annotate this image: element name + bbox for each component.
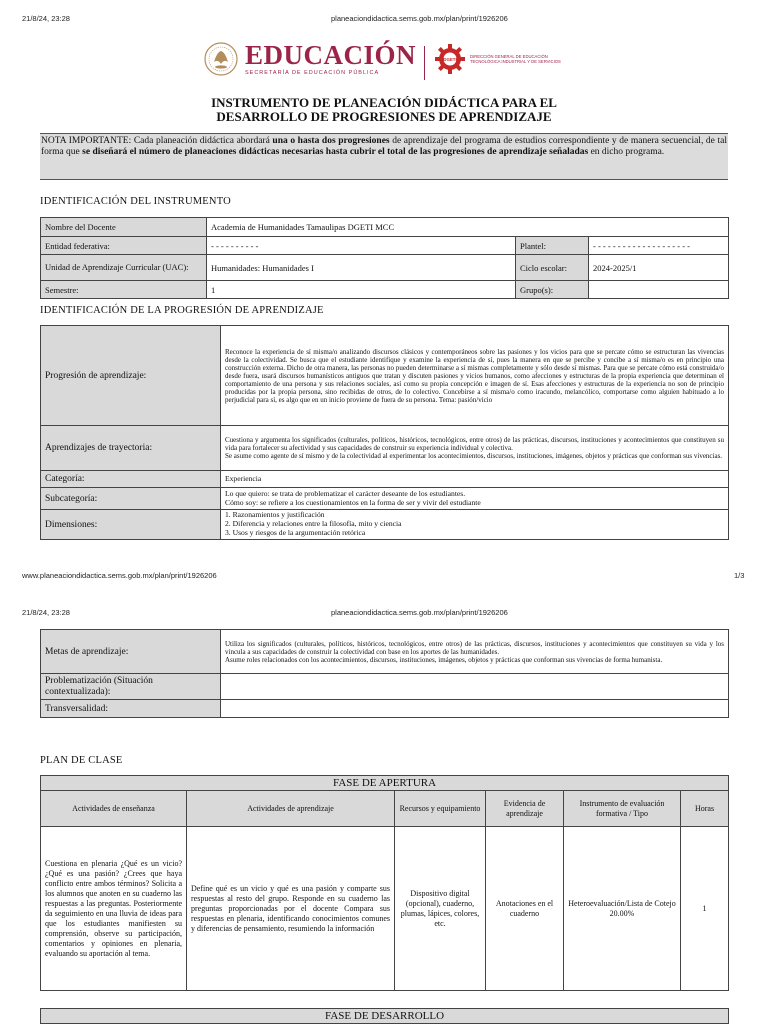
semestre-label: Semestre:: [41, 281, 207, 299]
categoria-value: Experiencia: [221, 471, 729, 488]
col-horas-header: Horas: [681, 791, 729, 827]
plan-desarrollo-table: [40, 1008, 729, 1024]
uac-value: Humanidades: Humanidades I: [207, 255, 516, 281]
title-line-1: INSTRUMENTO DE PLANEACIÓN DIDÁCTICA PARA EL: [211, 95, 557, 110]
apertura-aprendizaje-cell: Define qué es un vicio y qué es una pasión y comparte sus respuestas al resto del grupo. Responde en su cuaderno las preguntas proporcionadas por el docente Compara sus respuestas en plenaria, identificando conocimientos comunes y diferencias de pensamiento, resumiendo la información: [187, 827, 395, 991]
sep-subtitle: SECRETARÍA DE EDUCACIÓN PÚBLICA: [245, 70, 380, 76]
apertura-horas-cell: 1: [681, 827, 729, 991]
uac-label: Unidad de Aprendizaje Curricular (UAC):: [41, 255, 207, 281]
progresion-label: Progresión de aprendizaje:: [41, 326, 221, 426]
section-identificacion-title: IDENTIFICACIÓN DEL INSTRUMENTO: [40, 196, 231, 207]
entidad-label: Entidad federativa:: [41, 237, 207, 255]
identificacion-table: [40, 217, 729, 299]
problematizacion-value: [221, 674, 729, 700]
metas-text-2: Asume roles relacionados con los acontecimientos, discursos, instituciones, imágenes, objetos y prácticas que conforman sus vivencias de forma humanista.: [225, 655, 663, 664]
plantel-value: - - - - - - - - - - - - - - - - - - - -: [589, 237, 729, 255]
print-url-page2: planeaciondidactica.sems.gob.mx/plan/print/1926206: [331, 608, 508, 617]
trayectoria-value: [221, 426, 729, 471]
print-url: planeaciondidactica.sems.gob.mx/plan/print/1926206: [331, 14, 508, 23]
page-footer-url: www.planeaciondidactica.sems.gob.mx/plan/print/1926206: [22, 571, 217, 580]
col-instrumento-header: Instrumento de evaluación formativa / Tipo: [564, 791, 681, 827]
entidad-value: - - - - - - - - - -: [207, 237, 516, 255]
trayectoria-label: Aprendizajes de trayectoria:: [41, 426, 221, 471]
docente-label: Nombre del Docente: [41, 218, 207, 237]
note-text-1: : Cada planeación didáctica abordará: [128, 136, 273, 146]
document-title: [0, 96, 768, 124]
dimensiones-value: [221, 510, 729, 540]
dimension-item: 3. Usos y riesgos de la argumentación retórica: [225, 527, 366, 537]
apertura-instrumento-cell: Heteroevaluación/Lista de Cotejo 20.00%: [564, 827, 681, 991]
apertura-ensenanza-cell: Cuestiona en plenaria ¿Qué es un vicio? ¿Qué es una pasión? ¿Crees que haya conflicto entre ambos términos? Solicita a los alumnos que anoten en su cuaderno las respuestas a las preguntas. Posteriormente da seguimiento en una lluvia de ideas para que los estudiantes manifiesten su comprensión, observe su participación, comentarios y opiniones en plenaria, evaluando su aportación al tema.: [41, 827, 187, 991]
sep-logo: [203, 40, 416, 78]
fase-apertura-header: FASE DE APERTURA: [41, 776, 729, 791]
plantel-label: Plantel:: [516, 237, 589, 255]
note-text-3: en dicho programa.: [588, 147, 665, 157]
title-line-2: DESARROLLO DE PROGRESIONES DE APRENDIZAJE: [216, 109, 552, 124]
educacion-wordmark: EDUCACIÓN: [245, 40, 417, 70]
page-number: 1/3: [734, 571, 745, 580]
subcategoria-label: Subcategoría:: [41, 488, 221, 510]
fase-desarrollo-header: FASE DE DESARROLLO: [41, 1009, 729, 1024]
gear-icon: [434, 43, 466, 75]
trayectoria-text-1: Cuestiona y argumenta los significados (culturales, políticos, históricos, tecnológicos, entre otros) de las prácticas, discursos, instituciones y acontecimientos que constituyen su vida para fortalecer su afectividad y sus capacidades de construir su experiencia individual y colectiva.: [225, 436, 724, 452]
subcategoria-text-1: Lo que quiero: se trata de problematizar el carácter deseante de los estudiantes.: [225, 488, 466, 498]
semestre-value: 1: [207, 281, 516, 299]
dgeti-name: DIRECCIÓN GENERAL DE EDUCACIÓN TECNOLÓGICA INDUSTRIAL Y DE SERVICIOS: [470, 54, 561, 64]
col-aprendizaje-header: Actividades de aprendizaje: [187, 791, 395, 827]
progresion-table-continued: [40, 629, 729, 718]
apertura-evidencia-cell: Anotaciones en el cuaderno: [486, 827, 564, 991]
col-evidencia-header: Evidencia de aprendizaje: [486, 791, 564, 827]
note-bold-1: una o hasta dos progresiones: [272, 136, 390, 146]
grupo-value: [589, 281, 729, 299]
note-label: NOTA IMPORTANTE: [41, 136, 129, 146]
section-plan-title: PLAN DE CLASE: [40, 755, 123, 766]
metas-text-1: Utiliza los significados (culturales, políticos, históricos, tecnológicos, entre otros) de las prácticas, discursos, instituciones y acontecimientos que constituyen su vida y los vincula a sus capacidades de construir la colectividad con base en los aportes de las humanidades.: [225, 639, 724, 656]
subcategoria-text-2: Cómo soy: se refiere a los cuestionamientos en la forma de ser y vivir del estudiante: [225, 497, 481, 507]
col-ensenanza-header: Actividades de enseñanza: [41, 791, 187, 827]
ciclo-label: Ciclo escolar:: [516, 255, 589, 281]
plan-apertura-table: [40, 775, 729, 991]
important-note: [40, 133, 728, 180]
dimension-item: 2. Diferencia y relaciones entre la filosofía, mito y ciencia: [225, 519, 402, 529]
logo-divider: [424, 46, 425, 80]
ciclo-value: 2024-2025/1: [589, 255, 729, 281]
dimensiones-label: Dimensiones:: [41, 510, 221, 540]
transversalidad-value: [221, 700, 729, 718]
grupo-label: Grupo(s):: [516, 281, 589, 299]
table-row: [41, 827, 729, 991]
categoria-label: Categoría:: [41, 471, 221, 488]
dgeti-logo: [434, 43, 570, 75]
problematizacion-label: Problematización (Situación contextualizada):: [41, 674, 221, 700]
metas-label: Metas de aprendizaje:: [41, 630, 221, 674]
transversalidad-label: Transversalidad:: [41, 700, 221, 718]
apertura-recursos-cell: Dispositivo digital (opcional), cuaderno, plumas, lápices, colores, etc.: [395, 827, 486, 991]
dgeti-badge-text: DGETI: [443, 56, 457, 62]
trayectoria-text-2: Se asume como agente de sí mismo y de la colectividad al experimentar los acontecimientos, discursos, instituciones, imágenes, objetos y prácticas que conforman sus vivencias.: [225, 452, 723, 460]
metas-value: [221, 630, 729, 674]
note-bold-2: se diseñará el número de planeaciones didácticas necesarias hasta cubrir el total de las progresiones de aprendizaje señaladas: [82, 147, 589, 157]
dimension-item: 1. Razonamientos y justificación: [225, 510, 325, 520]
docente-value: Academia de Humanidades Tamaulipas DGETI MCC: [207, 218, 729, 237]
print-date: 21/8/24, 23:28: [22, 14, 70, 23]
subcategoria-value: [221, 488, 729, 510]
eagle-emblem-icon: [203, 40, 239, 78]
progresion-table: [40, 325, 729, 540]
progresion-value: Reconoce la experiencia de sí misma/o analizando discursos clásicos y contemporáneos sobre las pasiones y los vicios para que se percate cómo se estructuran las vivencias desde la colectividad. Se busca que el estudiante identifique y examine la experiencia de sí, pues la manera en que se percibe y concibe a sí misma/o es en principio una construcción externa. Dicho de otra manera, las personas no pueden determinarse a sí mismas completamente y sólo desde sí mismas. Para que se percate cómo está construida/o desde fuera, usará discursos humanísticos antiguos que tratan y discuten pasiones y vicios humanos, como afecciones y estructuras de la propia experiencia que determinan el comportamiento de una persona y sus relaciones sociales, así como su propia concepción e imagen de sí. Esas afecciones y estructuras de la experiencia no son de principio producidas por la propia persona, sino recibidas de otros, de lo colectivo. Concebirse a sí misma/o como iracundo, melancólico, comportarse como alguien habituado a lo perjudicial para sí, es algo que en un inicio proviene de fuera de su persona. Tema: pasión/vicio: [221, 326, 729, 426]
print-date-page2: 21/8/24, 23:28: [22, 608, 70, 617]
section-progresion-title: IDENTIFICACIÓN DE LA PROGRESIÓN DE APRENDIZAJE: [40, 305, 324, 316]
note-text-2: de aprendizaje del programa de estudios correspondiente y de manera secuencial, de tal forma que: [41, 136, 727, 157]
col-recursos-header: Recursos y equipamiento: [395, 791, 486, 827]
